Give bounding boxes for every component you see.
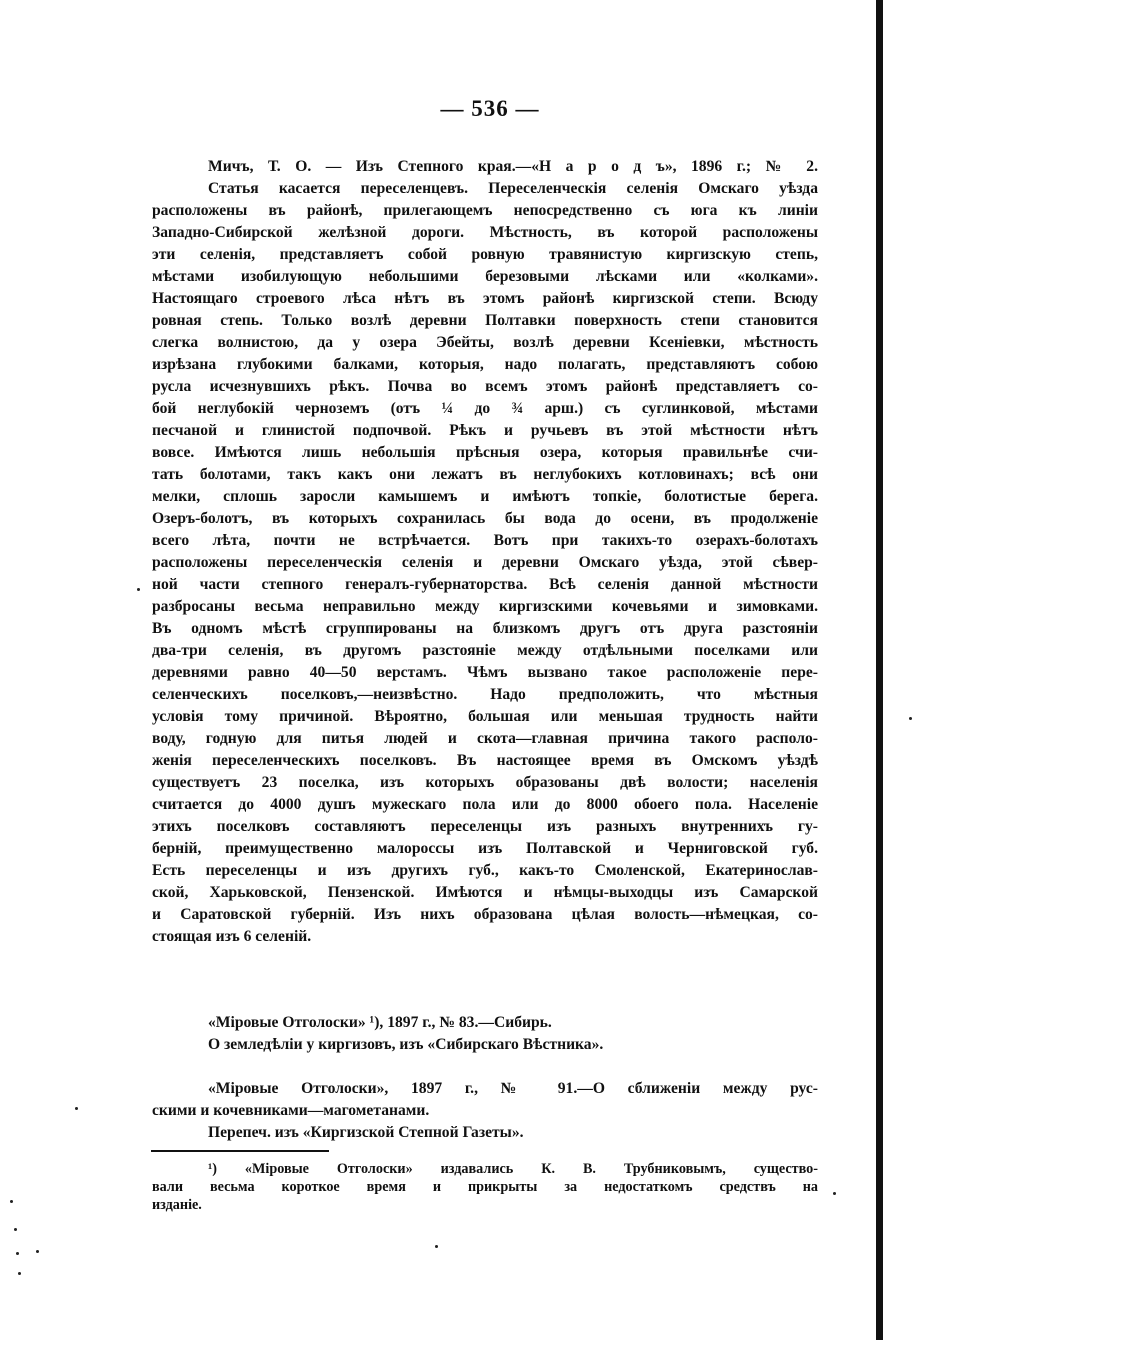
- entry-title: «Міровые Отголоски» ¹), 1897 г., № 83.—Сибирь.: [208, 1014, 552, 1031]
- article-line: женія переселенческихъ поселковъ. Въ настоящее время въ Омскомъ уѣздѣ: [152, 752, 818, 769]
- article-line: этихъ поселковъ составляютъ переселенцы изъ разныхъ внутреннихъ гу-: [152, 818, 818, 835]
- article-line: бой неглубокій черноземъ (отъ ¼ до ¾ арш.) съ суглинковой, мѣстами: [152, 400, 818, 417]
- entry-text: скими и кочевниками—магометанами.: [152, 1102, 430, 1119]
- footnote: [152, 1160, 818, 1214]
- article-line: ской, Харьковской, Пензенской. Имѣются и нѣмцы-выходцы изъ Самарской: [152, 884, 818, 901]
- article-line: Озеръ-болотъ, въ которыхъ сохранилась бы вода до осени, въ продолженіе: [152, 510, 818, 527]
- entry-mirovye-91: [152, 1078, 818, 1144]
- entry-text: О земледѣліи у киргизовъ, изъ «Сибирскаго Вѣстника».: [208, 1036, 604, 1053]
- entry-mirovye-83: [152, 1012, 818, 1056]
- article-line: Въ одномъ мѣстѣ сгруппированы на близкомъ другъ отъ друга разстояніи: [152, 620, 818, 637]
- scan-speck: [833, 1192, 836, 1195]
- article-line: воду, годную для питья людей и скота—главная причина такого располо-: [152, 730, 818, 747]
- scan-speck: [14, 1228, 17, 1231]
- article-line: разбросаны весьма неправильно между киргизскими кочевьями и зимовками.: [152, 598, 818, 615]
- entry-text: Перепеч. изъ «Киргизской Степной Газеты».: [208, 1124, 524, 1141]
- article-line: стоящая изъ 6 селеній.: [152, 928, 312, 945]
- article-line: мѣстами изобилующую небольшими березовыми лѣсками или «колками».: [152, 268, 818, 285]
- scan-speck: [18, 1272, 21, 1275]
- scan-speck: [435, 1245, 438, 1248]
- article-line: ной части степного генералъ-губернаторства. Всѣ селенія данной мѣстности: [152, 576, 818, 593]
- article-line: деревнями равно 40—50 верстамъ. Чѣмъ вызвано такое расположеніе пере-: [152, 664, 818, 681]
- scan-speck: [137, 588, 140, 591]
- article-line: считается до 4000 душъ мужескаго пола или до 8000 обоего пола. Населеніе: [152, 796, 818, 813]
- article-line: мелки, сплошь заросли камышемъ и имѣютъ топкіе, болотистые берега.: [152, 488, 818, 505]
- article-line: берній, преимущественно малороссы изъ Полтавской и Черниговской губ.: [152, 840, 818, 857]
- footnote-line: вали весьма короткое время и прикрыты за недостаткомъ средствъ на: [152, 1179, 818, 1195]
- footnote-line: ¹) «Міровые Отголоски» издавались К. В. Трубниковымъ, существо-: [208, 1161, 818, 1177]
- scan-speck: [16, 1252, 19, 1255]
- article-line: и Саратовской губерній. Изъ нихъ образована цѣлая волость—нѣмецкая, со-: [152, 906, 818, 923]
- article-line: два-три селенія, въ другомъ разстояніе между отдѣльными поселками или: [152, 642, 818, 659]
- article-line: существуетъ 23 поселка, изъ которыхъ образованы двѣ волости; населенія: [152, 774, 818, 791]
- scan-speck: [10, 1200, 13, 1203]
- article-line: вовсе. Имѣются лишь небольшія прѣсныя озера, которыя правильнѣе счи-: [152, 444, 818, 461]
- article-line: Настоящаго строевого лѣса нѣтъ въ этомъ районѣ киргизской степи. Всюду: [152, 290, 818, 307]
- page-number: — 536 —: [440, 96, 540, 121]
- article-line: русла исчезнувшихъ рѣкъ. Почва во всемъ этомъ районѣ представляетъ со-: [152, 378, 818, 395]
- article-line: Западно-Сибирской желѣзной дороги. Мѣстность, въ которой расположены: [152, 224, 818, 241]
- article-line: селенческихъ поселковъ,—неизвѣстно. Надо предположить, что мѣстныя: [152, 686, 818, 703]
- article-line: изрѣзана глубокими балками, которыя, надо полагать, представляютъ собою: [152, 356, 818, 373]
- article-line: слегка волнистою, да у озера Эбейты, возлѣ деревни Ксеніевки, мѣстность: [152, 334, 818, 351]
- article-line: ровная степь. Только возлѣ деревни Полтавки поверхность степи становится: [152, 312, 818, 329]
- scan-speck: [909, 717, 912, 720]
- article-line: расположены въ районѣ, прилегающемъ непосредственно съ юга къ линіи: [152, 202, 818, 219]
- article-line: расположены переселенческія селенія и деревни Омскаго уѣзда, этой сѣвер-: [152, 554, 818, 571]
- article-line: Есть переселенцы и изъ другихъ губ., какъ-то Смоленской, Екатеринослав-: [152, 862, 818, 879]
- article-text: [152, 156, 818, 948]
- article-line: тать болотами, такъ какъ они лежатъ въ неглубокихъ котловинахъ; всѣ они: [152, 466, 818, 483]
- article-line: эти селенія, представляетъ собой ровную травянистую киргизскую степь,: [152, 246, 818, 263]
- article-line: Статья касается переселенцевъ. Переселенческія селенія Омскаго уѣзда: [208, 180, 818, 197]
- article-line: условія тому причиной. Вѣроятно, большая или меньшая трудность найти: [152, 708, 818, 725]
- scan-speck: [36, 1250, 39, 1253]
- article-line: песчаной и глинистой подпочвой. Рѣкъ и ручьевъ въ этой мѣстности нѣтъ: [152, 422, 818, 439]
- footnote-divider: [151, 1150, 329, 1152]
- article-heading: Мичъ, Т. О. — Изъ Степного края.—«Н а р о д ъ», 1896 г.; № 2.: [208, 158, 818, 175]
- footnote-line: изданіе.: [152, 1197, 202, 1213]
- entry-title: «Міровые Отголоски», 1897 г., № 91.—О сближеніи между рус-: [208, 1080, 818, 1097]
- article-line: всего лѣта, почти не встрѣчается. Вотъ при такихъ-то озерахъ-болотахъ: [152, 532, 818, 549]
- scan-speck: [75, 1107, 78, 1110]
- page-edge: [876, 0, 883, 1340]
